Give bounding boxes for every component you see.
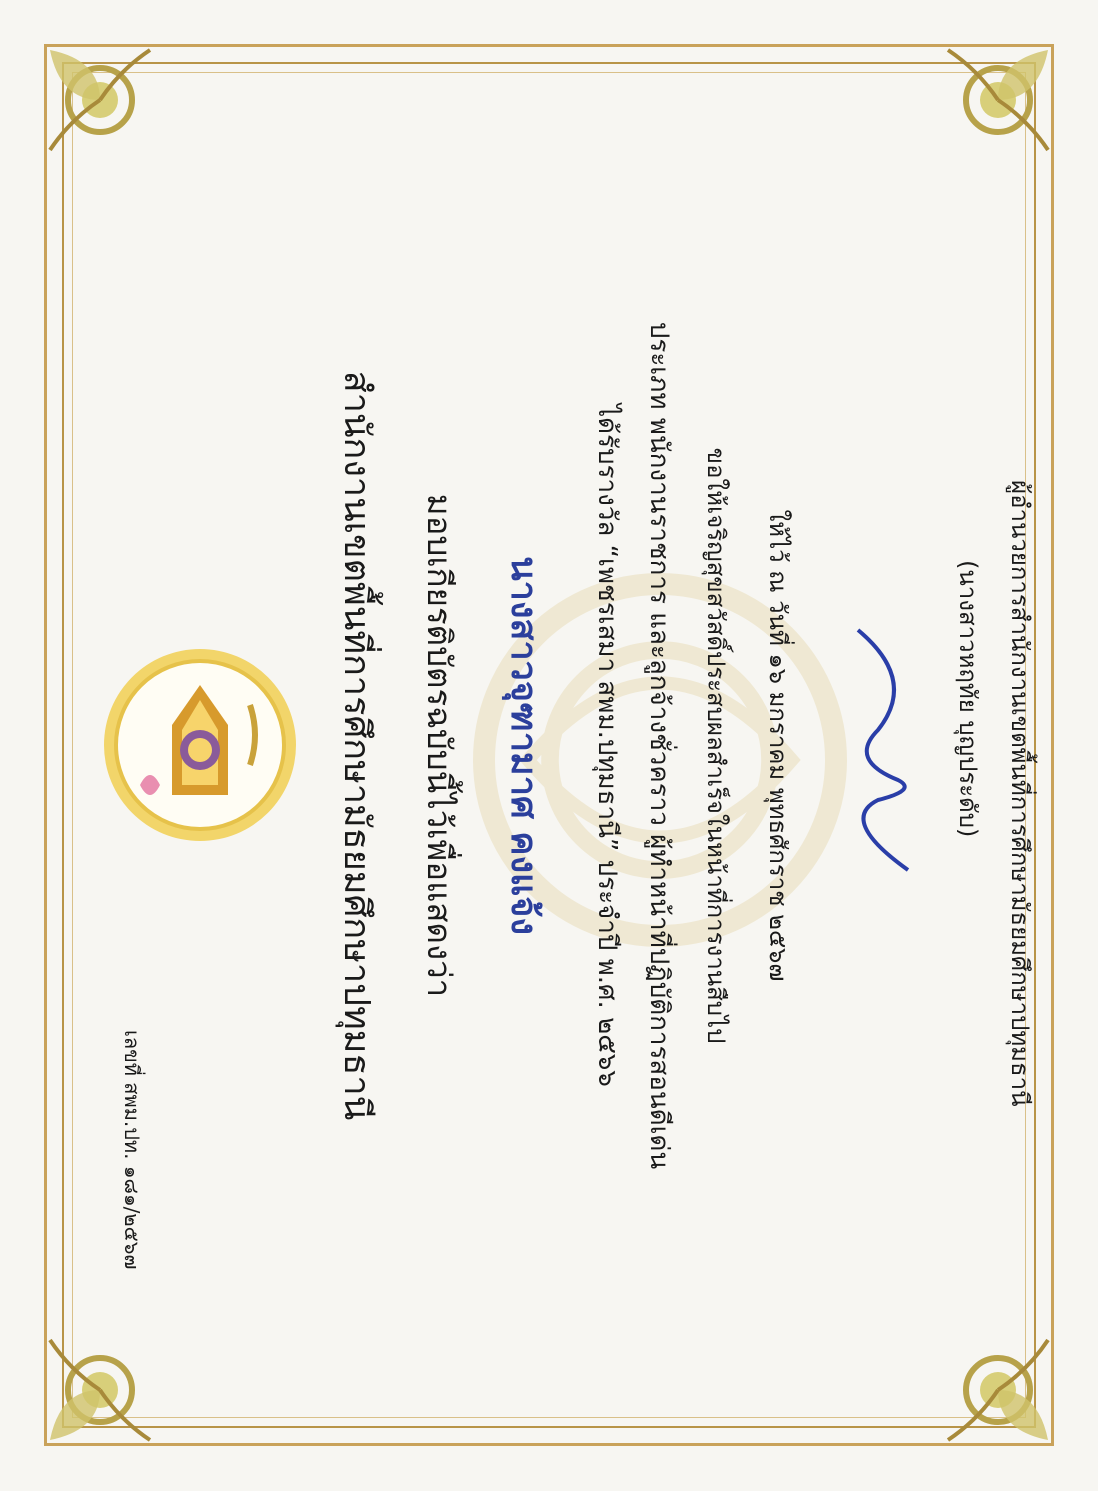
award-line: ได้รับรางวัล “เพชรเสมา สพม.ปทุมธานี” ประจำปี พ.ศ. ๒๕๖๖ (592, 404, 622, 1087)
recipient-name: นางสาวจุฑามาศ คงแจ้ง (503, 556, 544, 935)
wish-line: ขอให้เจริญสุขสวัสดิ์ประสบผลสำเร็จในหน้าที่การงานสืบไป (702, 447, 730, 1044)
signature (828, 620, 938, 880)
certificate-number: เลขที่ สพม.ปท. ๑๘๑/๒๕๖๗ (120, 1030, 144, 1270)
date-line: ให้ไว้ ณ วันที่ ๑๖ มกราคม พุทธศักราช ๒๕๖๗ (764, 509, 792, 982)
signer-position: ผู้อำนวยการสำนักงานเขตพื้นที่การศึกษามัธยมศึกษาปทุมธานี (1006, 480, 1034, 1107)
issuer-title: สำนักงานเขตพื้นที่การศึกษามัธยมศึกษาปทุมธานี (336, 370, 377, 1121)
signer-name: (นางสาวหฤทัย บุญประดับ) (954, 560, 982, 838)
certificate-subtitle: มอบเกียรติบัตรฉบับนี้ไว้เพื่อแสดงว่า (420, 493, 459, 998)
category-line: ประเภท พนักงานราชการ และลูกจ้างชั่วคราว ผู้ทำหน้าที่ปฏิบัติการสอนดีเด่น (644, 321, 674, 1170)
